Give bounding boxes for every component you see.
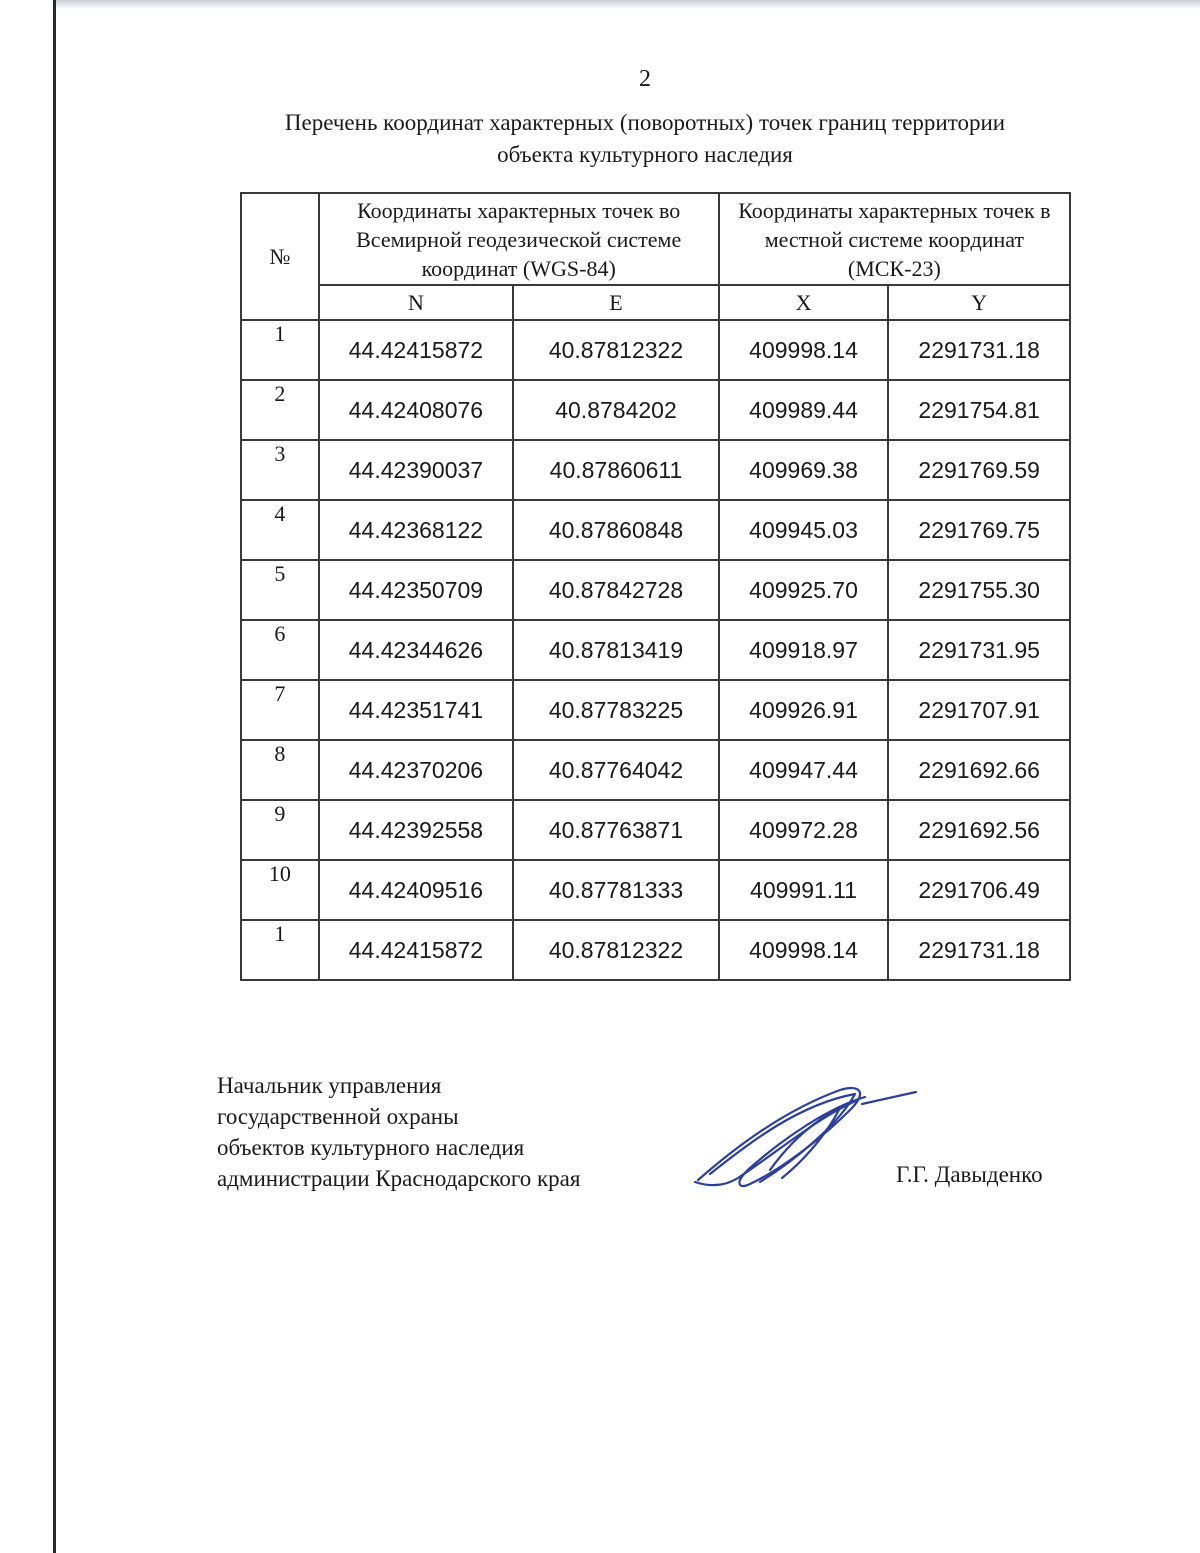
e-coordinate-cell: 40.87763871 — [513, 800, 719, 860]
e-coordinate-cell: 40.87860848 — [513, 500, 719, 560]
x-coordinate-cell: 409918.97 — [719, 620, 889, 680]
x-coordinate-cell: 409969.38 — [719, 440, 889, 500]
y-coordinate-cell: 2291755.30 — [888, 560, 1070, 620]
n-coordinate-cell: 44.42415872 — [319, 920, 514, 980]
handwritten-signature — [690, 1082, 920, 1192]
x-coordinate-cell: 409972.28 — [719, 800, 889, 860]
point-number-cell: 9 — [241, 800, 319, 860]
point-number-cell: 8 — [241, 740, 319, 800]
y-coordinate-cell: 2291731.18 — [888, 920, 1070, 980]
n-coordinate-cell: 44.42392558 — [319, 800, 514, 860]
header-e: E — [513, 285, 719, 320]
e-coordinate-cell: 40.87842728 — [513, 560, 719, 620]
table-row — [241, 500, 1070, 560]
header-msk-group: Координаты характерных точек в местной системе координат (МСК-23) — [719, 193, 1070, 285]
y-coordinate-cell: 2291707.91 — [888, 680, 1070, 740]
page-number: 2 — [639, 66, 651, 92]
x-coordinate-cell: 409991.11 — [719, 860, 889, 920]
y-coordinate-cell: 2291731.95 — [888, 620, 1070, 680]
signatory-line-2: государственной охраны — [217, 1104, 459, 1129]
e-coordinate-cell: 40.87860611 — [513, 440, 719, 500]
table-row — [241, 920, 1070, 980]
table-row — [241, 320, 1070, 380]
point-number-cell: 1 — [241, 320, 319, 380]
signature-stroke — [862, 1092, 916, 1104]
y-coordinate-cell: 2291769.59 — [888, 440, 1070, 500]
n-coordinate-cell: 44.42350709 — [319, 560, 514, 620]
point-number-cell: 2 — [241, 380, 319, 440]
n-coordinate-cell: 44.42390037 — [319, 440, 514, 500]
n-coordinate-cell: 44.42368122 — [319, 500, 514, 560]
scan-left-edge — [53, 0, 56, 1553]
e-coordinate-cell: 40.8784202 — [513, 380, 719, 440]
signatory-line-3: объектов культурного наследия — [217, 1135, 525, 1160]
coordinates-table — [240, 192, 1071, 981]
point-number-cell: 3 — [241, 440, 319, 500]
signatory-line-1: Начальник управления — [217, 1073, 442, 1098]
header-n: N — [319, 285, 514, 320]
table-row — [241, 740, 1070, 800]
signature-stroke — [698, 1088, 865, 1186]
n-coordinate-cell: 44.42351741 — [319, 680, 514, 740]
n-coordinate-cell: 44.42415872 — [319, 320, 514, 380]
signature-stroke — [710, 1094, 855, 1182]
signatory-line-4: администрации Краснодарского края — [217, 1166, 581, 1191]
x-coordinate-cell: 409998.14 — [719, 920, 889, 980]
document-title — [200, 107, 1090, 171]
e-coordinate-cell: 40.87813419 — [513, 620, 719, 680]
header-x: X — [719, 285, 889, 320]
point-number-cell: 5 — [241, 560, 319, 620]
y-coordinate-cell: 2291769.75 — [888, 500, 1070, 560]
e-coordinate-cell: 40.87812322 — [513, 320, 719, 380]
signer-name: Г.Г. Давыденко — [896, 1162, 1043, 1187]
x-coordinate-cell: 409989.44 — [719, 380, 889, 440]
y-coordinate-cell: 2291754.81 — [888, 380, 1070, 440]
table-row — [241, 560, 1070, 620]
n-coordinate-cell: 44.42408076 — [319, 380, 514, 440]
point-number-cell: 1 — [241, 920, 319, 980]
point-number-cell: 10 — [241, 860, 319, 920]
point-number-cell: 6 — [241, 620, 319, 680]
e-coordinate-cell: 40.87783225 — [513, 680, 719, 740]
table-row — [241, 620, 1070, 680]
y-coordinate-cell: 2291692.56 — [888, 800, 1070, 860]
n-coordinate-cell: 44.42344626 — [319, 620, 514, 680]
header-number: № — [241, 193, 319, 320]
signatory-block — [217, 1070, 580, 1194]
n-coordinate-cell: 44.42409516 — [319, 860, 514, 920]
document-title-line-1: Перечень координат характерных (поворотных) точек границ территории — [284, 110, 1006, 135]
coordinates-table-body — [241, 320, 1070, 980]
table-row — [241, 860, 1070, 920]
table-row — [241, 380, 1070, 440]
header-y: Y — [888, 285, 1070, 320]
y-coordinate-cell: 2291731.18 — [888, 320, 1070, 380]
table-row — [241, 680, 1070, 740]
x-coordinate-cell: 409998.14 — [719, 320, 889, 380]
header-wgs-group: Координаты характерных точек во Всемирной геодезической системе координат (WGS-84) — [319, 193, 719, 285]
x-coordinate-cell: 409925.70 — [719, 560, 889, 620]
e-coordinate-cell: 40.87764042 — [513, 740, 719, 800]
x-coordinate-cell: 409945.03 — [719, 500, 889, 560]
n-coordinate-cell: 44.42370206 — [319, 740, 514, 800]
y-coordinate-cell: 2291692.66 — [888, 740, 1070, 800]
scan-top-edge — [56, 0, 1200, 9]
e-coordinate-cell: 40.87781333 — [513, 860, 719, 920]
x-coordinate-cell: 409947.44 — [719, 740, 889, 800]
coordinates-table-header — [241, 193, 1070, 320]
e-coordinate-cell: 40.87812322 — [513, 920, 719, 980]
table-row — [241, 800, 1070, 860]
x-coordinate-cell: 409926.91 — [719, 680, 889, 740]
point-number-cell: 4 — [241, 500, 319, 560]
y-coordinate-cell: 2291706.49 — [888, 860, 1070, 920]
document-title-line-2: объекта культурного наследия — [497, 142, 793, 167]
table-row — [241, 440, 1070, 500]
point-number-cell: 7 — [241, 680, 319, 740]
